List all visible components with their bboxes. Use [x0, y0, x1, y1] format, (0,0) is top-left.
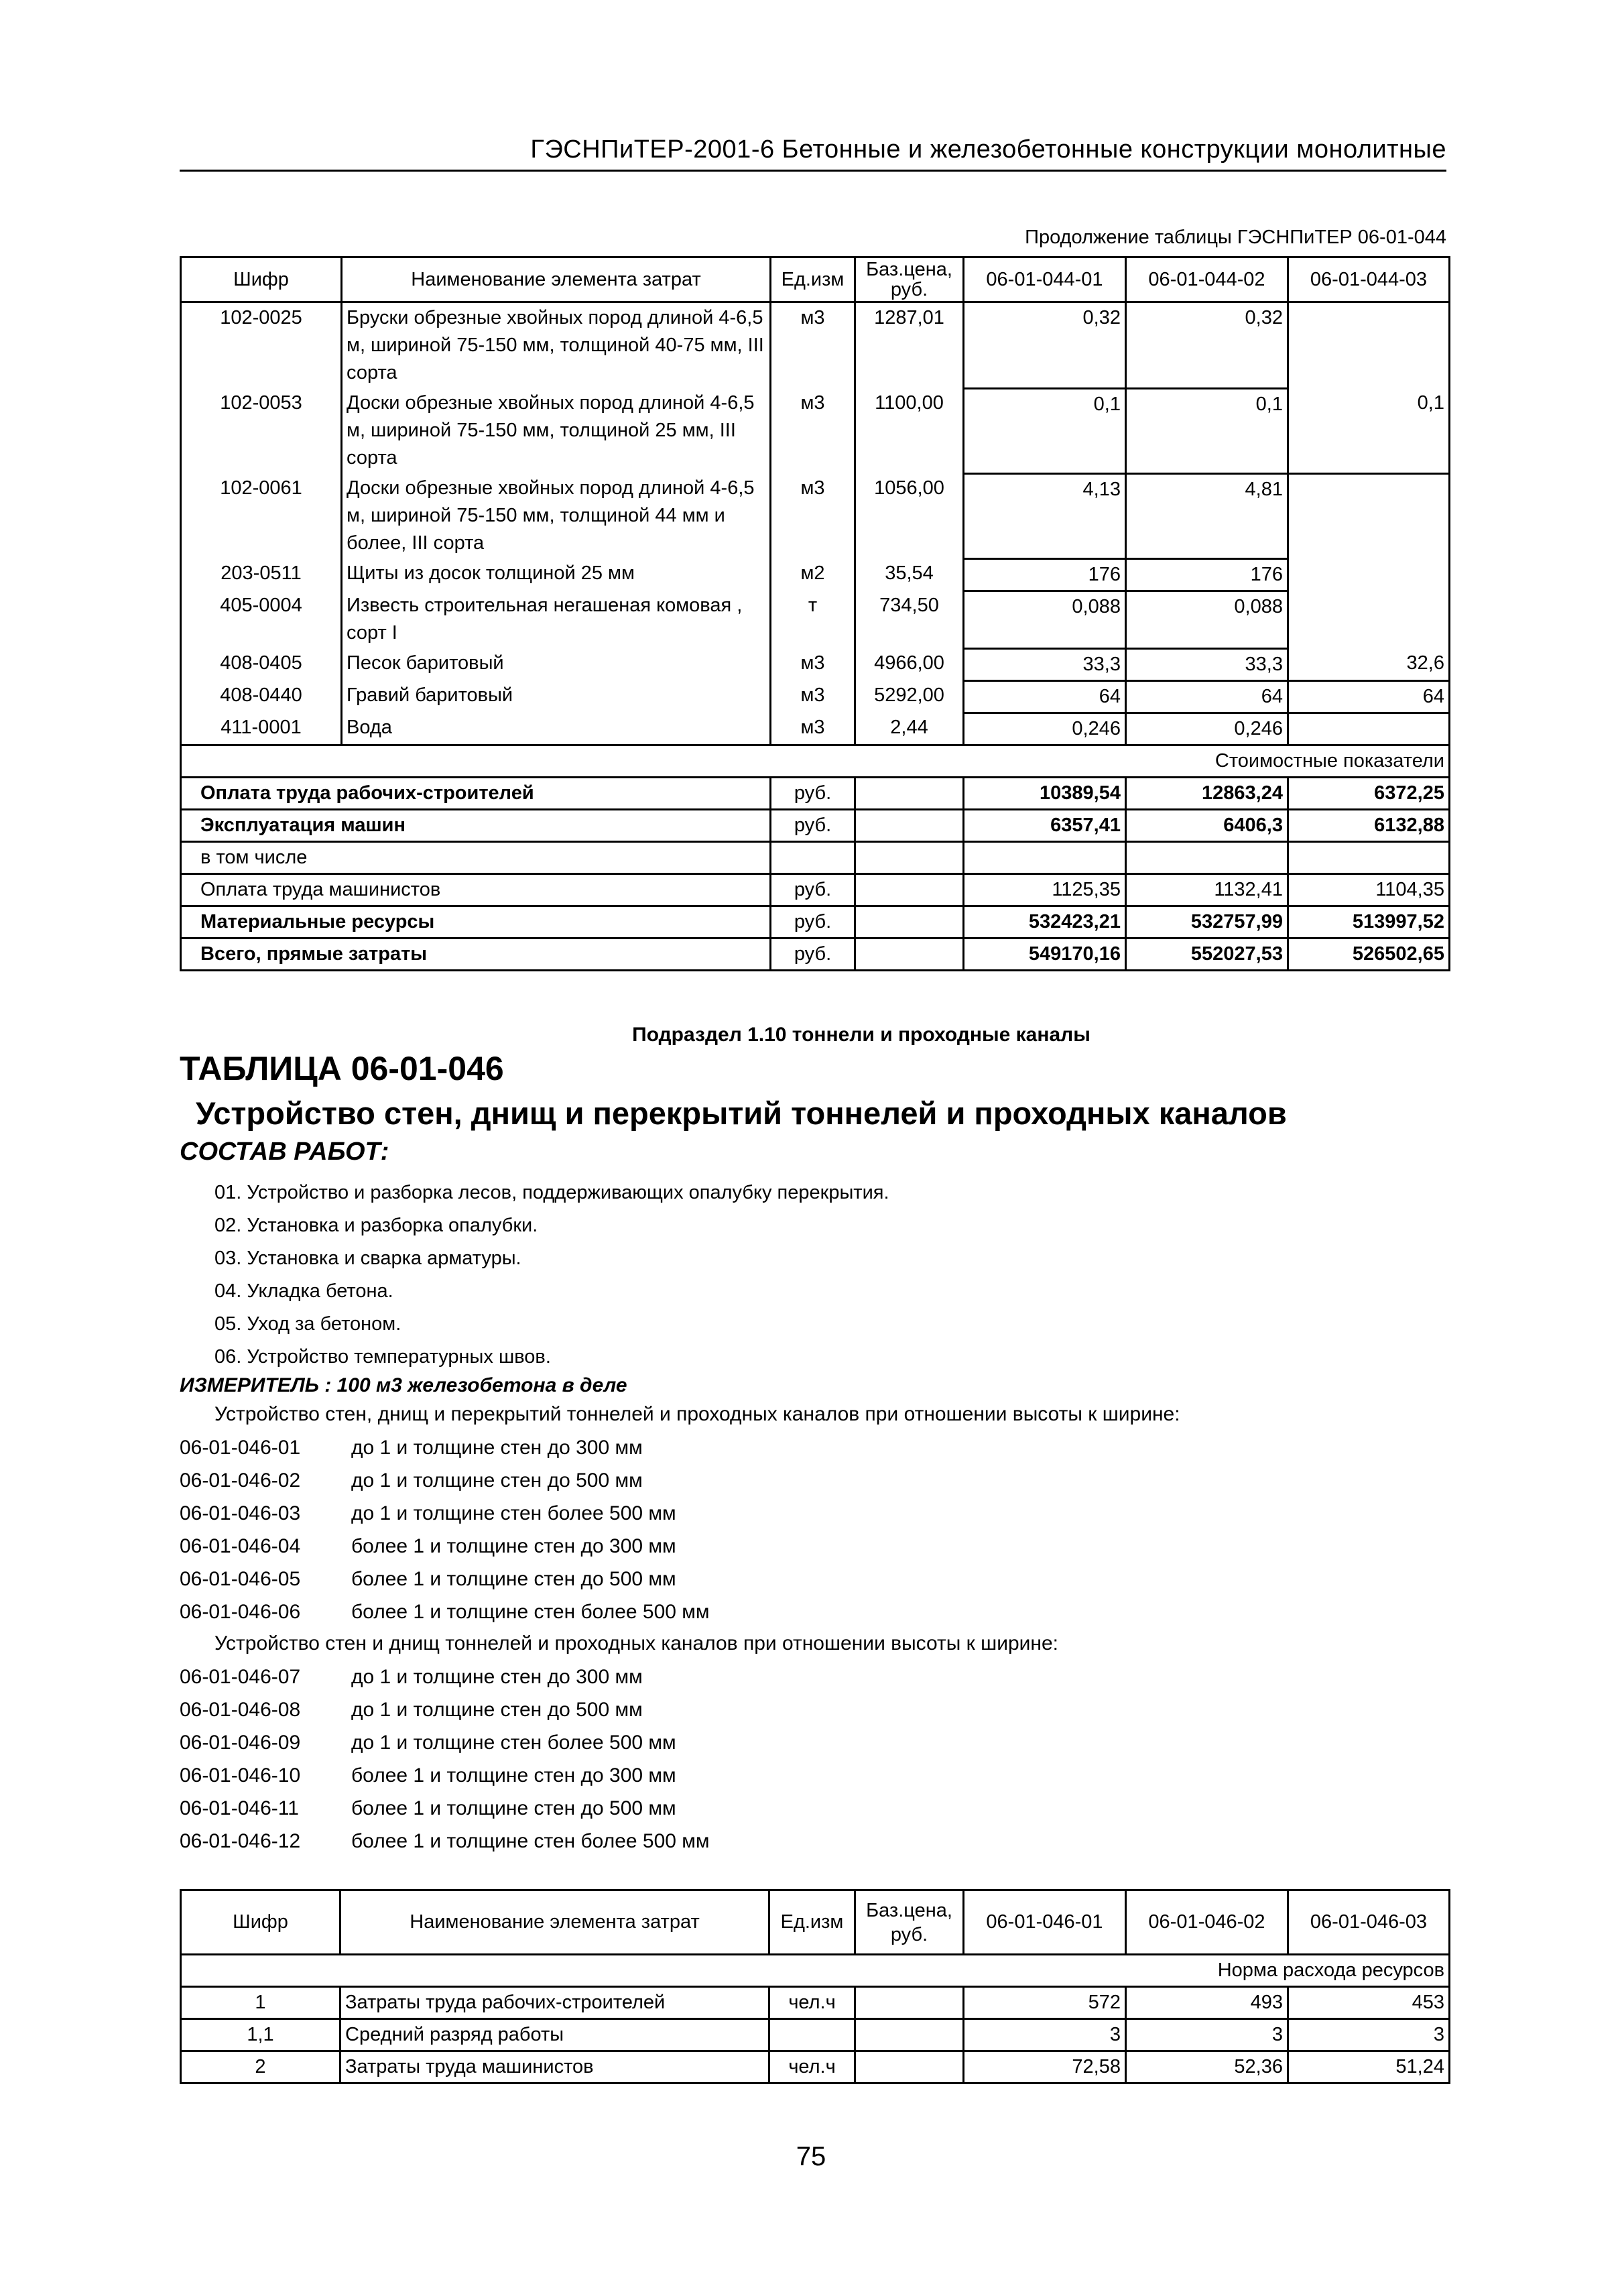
table-row — [181, 591, 1450, 648]
cell-base-price: 4966,00 — [855, 648, 964, 680]
cost-name: Оплата труда машинистов — [181, 873, 771, 906]
cost-base-price — [855, 938, 964, 970]
col-header-code: Шифр — [181, 1890, 340, 1955]
cell-norm-2: 0,246 — [1126, 713, 1288, 745]
cell-norm-3 — [1288, 473, 1450, 558]
cost-value-2: 552027,53 — [1126, 938, 1288, 970]
code-list-2 — [180, 1660, 710, 1858]
cell-norm-1: 0,32 — [964, 302, 1126, 389]
cost-row — [181, 906, 1450, 938]
cell-base-price: 35,54 — [855, 558, 964, 591]
cell-norm-2: 493 — [1126, 1987, 1288, 2019]
code-description: до 1 и толщине стен до 500 мм — [351, 1469, 643, 1492]
code-item — [180, 1431, 710, 1464]
cost-value-2: 1132,41 — [1126, 873, 1288, 906]
cell-code: 1 — [181, 1987, 340, 2019]
cell-unit: м3 — [771, 713, 855, 745]
table-name: Устройство стен, днищ и перекрытий тоннелей и проходных каналов — [196, 1095, 1287, 1131]
table-header-row — [181, 257, 1450, 302]
cell-code: 102-0061 — [181, 473, 342, 558]
code-item — [180, 1464, 710, 1497]
cell-norm-2: 64 — [1126, 680, 1288, 713]
code-description: более 1 и толщине стен более 500 мм — [351, 1830, 710, 1852]
cell-code: 408-0405 — [181, 648, 342, 680]
cost-value-1: 532423,21 — [964, 906, 1126, 938]
cell-code: 102-0053 — [181, 388, 342, 473]
code-description: до 1 и толщине стен более 500 мм — [351, 1502, 676, 1524]
table-row — [181, 558, 1450, 591]
code-description: до 1 и толщине стен до 300 мм — [351, 1666, 643, 1688]
page-number: 75 — [796, 2142, 826, 2171]
cell-unit: чел.ч — [769, 2051, 855, 2083]
table-row — [181, 1987, 1450, 2019]
table-row — [181, 302, 1450, 389]
cell-unit: м3 — [771, 680, 855, 713]
cell-unit: м3 — [771, 648, 855, 680]
cell-name: Бруски обрезные хвойных пород длиной 4-6,5 м, шириной 75-150 мм, толщиной 40-75 мм, III сорта — [342, 302, 771, 389]
cell-code: 408-0440 — [181, 680, 342, 713]
cost-base-price — [855, 841, 964, 873]
cell-norm-1: 0,246 — [964, 713, 1126, 745]
cost-unit: руб. — [771, 777, 855, 809]
work-composition-heading: СОСТАВ РАБОТ: — [180, 1138, 389, 1166]
cost-section-header-row — [181, 745, 1450, 777]
cost-value-1 — [964, 841, 1126, 873]
cost-value-3: 1104,35 — [1288, 873, 1450, 906]
code-number: 06-01-046-01 — [180, 1437, 301, 1459]
col-header-unit: Ед.изм — [771, 257, 855, 302]
cell-name: Щиты из досок толщиной 25 мм — [342, 558, 771, 591]
code-number: 06-01-046-08 — [180, 1699, 301, 1721]
code-number: 06-01-046-09 — [180, 1732, 301, 1754]
cell-norm-2: 0,1 — [1126, 388, 1288, 473]
cell-name: Затраты труда рабочих-строителей — [340, 1987, 769, 2019]
col-header-norm-2: 06-01-044-02 — [1126, 257, 1288, 302]
norm-rows — [181, 1955, 1450, 2083]
cell-unit — [769, 2019, 855, 2051]
code-description: до 1 и толщине стен до 300 мм — [351, 1437, 643, 1459]
cell-name: Вода — [342, 713, 771, 745]
col-header-base-price: Баз.цена, руб. — [855, 1890, 964, 1955]
col-header-norm-1: 06-01-044-01 — [964, 257, 1126, 302]
cell-norm-1: 176 — [964, 558, 1126, 591]
cost-name: Оплата труда рабочих-строителей — [181, 777, 771, 809]
code-number: 06-01-046-07 — [180, 1666, 301, 1688]
codes-intro-2: Устройство стен и днищ тоннелей и проходных каналов при отношении высоты к ширине: — [214, 1632, 1058, 1654]
code-number: 06-01-046-11 — [180, 1797, 299, 1819]
work-item: 04. Укладка бетона. — [214, 1280, 393, 1302]
cell-name: Гравий баритовый — [342, 680, 771, 713]
cost-value-1: 6357,41 — [964, 809, 1126, 841]
cell-name: Затраты труда машинистов — [340, 2051, 769, 2083]
col-header-name: Наименование элемента затрат — [340, 1890, 769, 1955]
code-number: 06-01-046-03 — [180, 1502, 301, 1524]
norm-section-header-row — [181, 1955, 1450, 1987]
cell-norm-3 — [1288, 591, 1450, 648]
table-row — [181, 648, 1450, 680]
work-item: 03. Установка и сварка арматуры. — [214, 1248, 521, 1269]
work-item: 05. Уход за бетоном. — [214, 1313, 401, 1335]
measure-unit: ИЗМЕРИТЕЛЬ : 100 м3 железобетона в деле — [180, 1374, 627, 1396]
cell-name: Известь строительная негашеная комовая , сорт I — [342, 591, 771, 648]
cell-norm-2: 0,088 — [1126, 591, 1288, 648]
code-number: 06-01-046-06 — [180, 1601, 301, 1623]
cost-row — [181, 777, 1450, 809]
code-description: до 1 и толщине стен до 500 мм — [351, 1699, 643, 1721]
cost-value-2: 6406,3 — [1126, 809, 1288, 841]
code-number: 06-01-046-05 — [180, 1568, 301, 1590]
code-description: более 1 и толщине стен до 300 мм — [351, 1764, 676, 1787]
cell-norm-1: 33,3 — [964, 648, 1126, 680]
table-row — [181, 2019, 1450, 2051]
cell-norm-1: 4,13 — [964, 473, 1126, 558]
cell-code: 405-0004 — [181, 591, 342, 648]
table-row — [181, 713, 1450, 745]
code-description: более 1 и толщине стен до 300 мм — [351, 1535, 676, 1557]
cost-value-3: 513997,52 — [1288, 906, 1450, 938]
code-description: до 1 и толщине стен более 500 мм — [351, 1732, 676, 1754]
code-item — [180, 1825, 710, 1858]
cell-norm-3: 51,24 — [1288, 2051, 1450, 2083]
resource-table-06-01-044 — [180, 256, 1450, 971]
cell-code: 411-0001 — [181, 713, 342, 745]
cell-unit: м3 — [771, 473, 855, 558]
cell-norm-3: 453 — [1288, 1987, 1450, 2019]
cost-unit: руб. — [771, 873, 855, 906]
work-item: 06. Устройство температурных швов. — [214, 1346, 551, 1368]
cell-base-price: 5292,00 — [855, 680, 964, 713]
cell-unit: м2 — [771, 558, 855, 591]
cost-base-price — [855, 906, 964, 938]
cost-section-header: Стоимостные показатели — [181, 745, 1450, 777]
col-header-base-price: Баз.цена, руб. — [855, 257, 964, 302]
code-number: 06-01-046-04 — [180, 1535, 301, 1557]
cell-unit: чел.ч — [769, 1987, 855, 2019]
cell-name: Доски обрезные хвойных пород длиной 4-6,5 м, шириной 75-150 мм, толщиной 25 мм, III сорта — [342, 388, 771, 473]
cost-row — [181, 809, 1450, 841]
cell-norm-3: 64 — [1288, 680, 1450, 713]
code-description: более 1 и толщине стен более 500 мм — [351, 1601, 710, 1623]
cell-base-price: 2,44 — [855, 713, 964, 745]
cost-name: Материальные ресурсы — [181, 906, 771, 938]
table-row — [181, 388, 1450, 473]
cell-norm-2: 33,3 — [1126, 648, 1288, 680]
code-number: 06-01-046-12 — [180, 1830, 301, 1852]
table-row — [181, 680, 1450, 713]
cost-row — [181, 841, 1450, 873]
cost-base-price — [855, 777, 964, 809]
work-item: 02. Установка и разборка опалубки. — [214, 1215, 538, 1236]
cell-base-price — [855, 2019, 964, 2051]
cell-norm-1: 0,088 — [964, 591, 1126, 648]
cost-unit — [771, 841, 855, 873]
cell-base-price: 1287,01 — [855, 302, 964, 389]
col-header-name: Наименование элемента затрат — [342, 257, 771, 302]
cell-code: 1,1 — [181, 2019, 340, 2051]
cell-norm-1: 64 — [964, 680, 1126, 713]
cell-name: Средний разряд работы — [340, 2019, 769, 2051]
cost-row — [181, 938, 1450, 970]
cell-unit: м3 — [771, 302, 855, 389]
cell-code: 2 — [181, 2051, 340, 2083]
cost-value-2: 532757,99 — [1126, 906, 1288, 938]
table-continuation-label: Продолжение таблицы ГЭСНПиТЕР 06-01-044 — [1025, 227, 1446, 248]
cell-base-price: 734,50 — [855, 591, 964, 648]
cell-code: 203-0511 — [181, 558, 342, 591]
cell-base-price — [855, 1987, 964, 2019]
cost-value-3: 6372,25 — [1288, 777, 1450, 809]
cell-norm-3: 32,6 — [1288, 648, 1450, 680]
cell-norm-3 — [1288, 558, 1450, 591]
table-title: ТАБЛИЦА 06-01-046 — [180, 1050, 504, 1087]
work-item: 01. Устройство и разборка лесов, поддерживающих опалубку перекрытия. — [214, 1182, 889, 1203]
code-item — [180, 1759, 710, 1792]
cell-name: Доски обрезные хвойных пород длиной 4-6,5 м, шириной 75-150 мм, толщиной 44 мм и более, III сорта — [342, 473, 771, 558]
cell-norm-3: 0,1 — [1288, 388, 1450, 473]
cell-norm-2: 0,32 — [1126, 302, 1288, 389]
cell-base-price: 1056,00 — [855, 473, 964, 558]
cost-base-price — [855, 809, 964, 841]
cell-norm-3 — [1288, 713, 1450, 745]
code-item — [180, 1660, 710, 1693]
resource-rows — [181, 302, 1450, 971]
code-item — [180, 1726, 710, 1759]
subsection-title: Подраздел 1.10 тоннели и проходные каналы — [632, 1024, 1090, 1046]
cost-unit: руб. — [771, 809, 855, 841]
cell-norm-3 — [1288, 302, 1450, 389]
col-header-norm-1: 06-01-046-01 — [964, 1890, 1126, 1955]
cost-unit: руб. — [771, 938, 855, 970]
col-header-norm-3: 06-01-044-03 — [1288, 257, 1450, 302]
cell-unit: т — [771, 591, 855, 648]
cell-norm-2: 3 — [1126, 2019, 1288, 2051]
code-item — [180, 1563, 710, 1595]
cell-norm-1: 572 — [964, 1987, 1126, 2019]
code-list-1 — [180, 1431, 710, 1628]
cost-value-2 — [1126, 841, 1288, 873]
code-item — [180, 1530, 710, 1563]
work-list — [214, 1176, 889, 1374]
resource-table-06-01-046 — [180, 1889, 1450, 2084]
code-description: более 1 и толщине стен до 500 мм — [351, 1797, 676, 1819]
cell-base-price: 1100,00 — [855, 388, 964, 473]
cell-norm-1: 72,58 — [964, 2051, 1126, 2083]
code-item — [180, 1792, 710, 1825]
cell-norm-1: 0,1 — [964, 388, 1126, 473]
table-row — [181, 2051, 1450, 2083]
code-item — [180, 1497, 710, 1530]
code-number: 06-01-046-02 — [180, 1469, 301, 1492]
cost-base-price — [855, 873, 964, 906]
cost-value-3: 6132,88 — [1288, 809, 1450, 841]
cost-value-1: 10389,54 — [964, 777, 1126, 809]
cost-name: Всего, прямые затраты — [181, 938, 771, 970]
code-item — [180, 1693, 710, 1726]
col-header-unit: Ед.изм — [769, 1890, 855, 1955]
table-row — [181, 473, 1450, 558]
col-header-code: Шифр — [181, 257, 342, 302]
col-header-norm-2: 06-01-046-02 — [1126, 1890, 1288, 1955]
cost-value-1: 549170,16 — [964, 938, 1126, 970]
cost-unit: руб. — [771, 906, 855, 938]
cell-norm-2: 176 — [1126, 558, 1288, 591]
norm-section-header: Норма расхода ресурсов — [181, 1955, 1450, 1987]
cell-norm-2: 52,36 — [1126, 2051, 1288, 2083]
cell-norm-2: 4,81 — [1126, 473, 1288, 558]
cell-name: Песок баритовый — [342, 648, 771, 680]
cost-value-1: 1125,35 — [964, 873, 1126, 906]
table-header-row — [181, 1890, 1450, 1955]
cell-norm-3: 3 — [1288, 2019, 1450, 2051]
cell-code: 102-0025 — [181, 302, 342, 389]
codes-intro-1: Устройство стен, днищ и перекрытий тоннелей и проходных каналов при отношении высоты к ширине: — [214, 1403, 1180, 1425]
code-description: более 1 и толщине стен до 500 мм — [351, 1568, 676, 1590]
cell-unit: м3 — [771, 388, 855, 473]
cost-row — [181, 873, 1450, 906]
cost-value-3 — [1288, 841, 1450, 873]
cost-name: Эксплуатация машин — [181, 809, 771, 841]
cell-base-price — [855, 2051, 964, 2083]
page-header: ГЭСНПиТЕР-2001-6 Бетонные и железобетонные конструкции монолитные — [180, 135, 1446, 172]
cell-norm-1: 3 — [964, 2019, 1126, 2051]
col-header-norm-3: 06-01-046-03 — [1288, 1890, 1450, 1955]
cost-value-2: 12863,24 — [1126, 777, 1288, 809]
cost-value-3: 526502,65 — [1288, 938, 1450, 970]
cost-name: в том числе — [181, 841, 771, 873]
code-item — [180, 1595, 710, 1628]
code-number: 06-01-046-10 — [180, 1764, 301, 1787]
